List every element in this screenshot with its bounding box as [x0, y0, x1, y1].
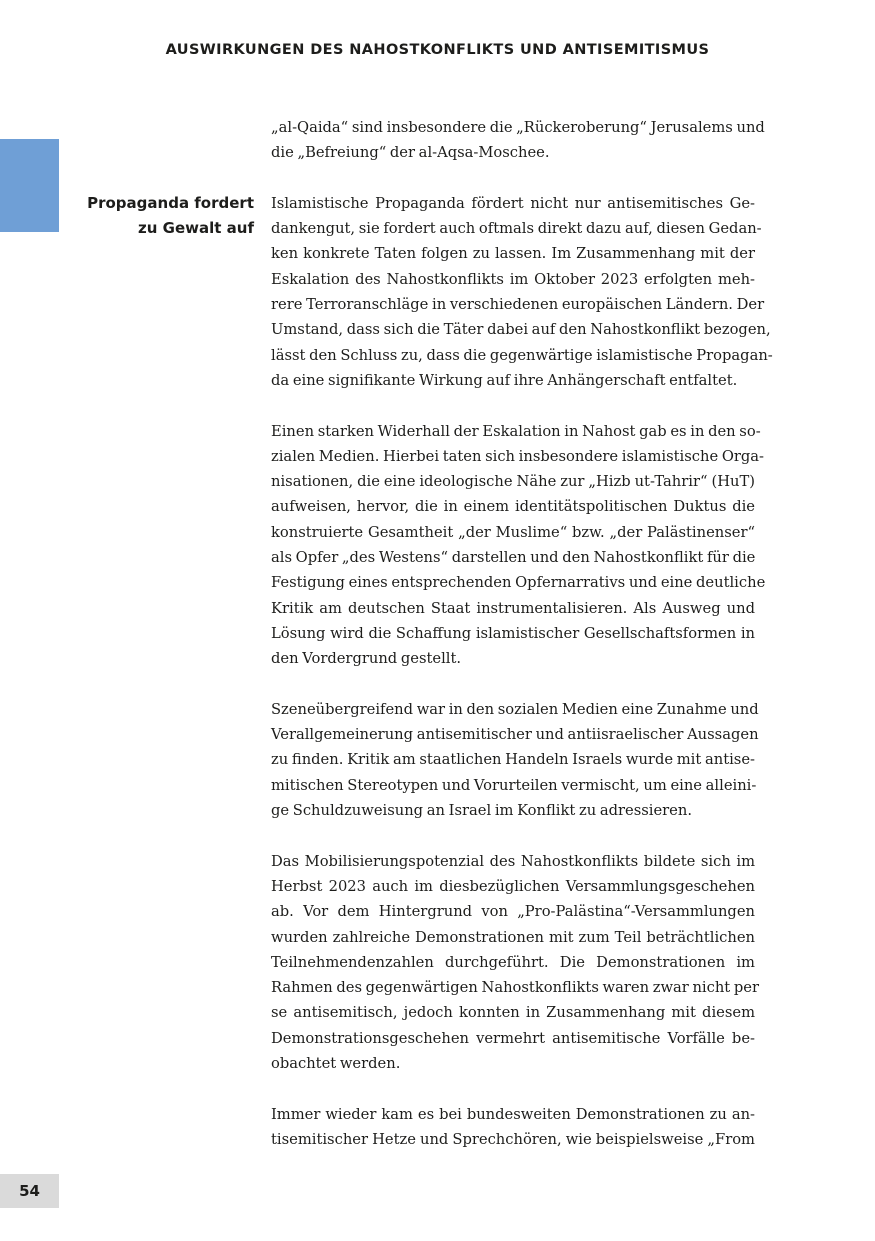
text-line: zu finden. Kritik am staatlichen Handeln Israels wurde mit antise-: [271, 751, 755, 769]
text-line: Szeneübergreifend war in den sozialen Medien eine Zunahme und: [271, 700, 759, 718]
text-line: obachtet werden.: [271, 1054, 401, 1072]
text-line: dankengut, sie fordert auch oftmals direkt dazu auf, diesen Gedan-: [271, 220, 762, 238]
text-line: zialen Medien. Hierbei taten sich insbesondere islamistische Orga-: [271, 447, 764, 465]
page-number-box: [0, 1174, 59, 1208]
margin-heading-line: Propaganda fordert: [87, 194, 254, 212]
text-line: mitischen Stereotypen und Vorurteilen vermischt, um eine alleini-: [271, 776, 757, 794]
text-line: Islamistische Propaganda fördert nicht nur antisemitisches Ge-: [271, 194, 755, 212]
text-line: tisemitischer Hetze und Sprechchören, wie beispielsweise „From: [271, 1130, 755, 1148]
margin-heading-line: zu Gewalt auf: [138, 219, 254, 238]
paragraph-propaganda: [271, 191, 773, 393]
text-line: Festigung eines entsprechenden Opfernarrativs und eine deutliche: [271, 574, 766, 592]
text-line: Eskalation des Nahostkonflikts im Oktober 2023 erfolgten meh-: [271, 270, 755, 288]
text-line: Verallgemeinerung antisemitischer und antiisraelischer Aussagen: [271, 726, 759, 744]
text-line: Einen starken Widerhall der Eskalation in Nahost gab es in den so-: [271, 422, 761, 440]
text-line: „al-Qaida“ sind insbesondere die „Rückeroberung“ Jerusalems und: [271, 119, 765, 136]
text-line: Herbst 2023 auch im diesbezüglichen Versammlungsgeschehen: [271, 877, 755, 895]
text-line: ge Schuldzuweisung an Israel im Konflikt zu adressieren.: [271, 802, 692, 820]
text-line: als Opfer „des Westens“ darstellen und den Nahostkonflikt für die: [271, 549, 756, 567]
text-line: konstruierte Gesamtheit „der Muslime“ bzw. „der Palästinenser“: [271, 523, 755, 541]
text-line: Lösung wird die Schaffung islamistischer Gesellschaftsformen in: [271, 624, 755, 642]
page-number: 54: [19, 1182, 40, 1200]
text-line: Umstand, dass sich die Täter dabei auf den Nahostkonflikt bezogen,: [271, 321, 771, 339]
text-line: die „Befreiung“ der al-Aqsa-Moschee.: [271, 144, 550, 162]
text-line: nisationen, die eine ideologische Nähe zur „Hizb ut-Tahrir“ (HuT): [271, 473, 755, 491]
paragraph-mobilisation: [271, 849, 759, 1077]
text-line: ken konkrete Taten folgen zu lassen. Im Zusammenhang mit der: [271, 245, 755, 263]
text-line: lässt den Schluss zu, dass die gegenwärtige islamistische Propagan-: [271, 346, 773, 364]
paragraph-social-media: [271, 419, 766, 672]
text-line: wurden zahlreiche Demonstrationen mit zum Teil beträchtlichen: [271, 928, 755, 946]
text-line: da eine signifikante Wirkung auf ihre Anhängerschaft entfaltet.: [271, 371, 738, 389]
running-header: AUSWIRKUNGEN DES NAHOSTKONFLIKTS UND ANTISEMITISMUS: [165, 42, 710, 58]
text-line: aufweisen, hervor, die in einem identitätspolitischen Duktus die: [271, 498, 755, 516]
text-line: Rahmen des gegenwärtigen Nahostkonflikts waren zwar nicht per: [271, 979, 759, 997]
text-line: rere Terroranschläge in verschiedenen europäischen Ländern. Der: [271, 296, 765, 314]
text-line: den Vordergrund gestellt.: [271, 650, 462, 668]
margin-heading: [60, 191, 254, 242]
text-line: Das Mobilisierungspotenzial des Nahostkonflikts bildete sich im: [271, 852, 755, 870]
text-line: Kritik am deutschen Staat instrumentalisieren. Als Ausweg und: [271, 599, 755, 617]
paragraph-demonstrations: [271, 1102, 755, 1153]
body-text: [271, 115, 773, 1177]
text-line: se antisemitisch, jedoch konnten in Zusammenhang mit diesem: [271, 1004, 755, 1022]
paragraph-continuation: [271, 115, 765, 166]
text-line: Demonstrationsgeschehen vermehrt antisemitische Vorfälle be-: [271, 1029, 755, 1047]
chapter-tab-marker: [0, 139, 59, 232]
text-line: Teilnehmendenzahlen durchgeführt. Die Demonstrationen im: [271, 953, 755, 971]
text-line: Immer wieder kam es bei bundesweiten Demonstrationen zu an-: [271, 1105, 755, 1123]
paragraph-scene: [271, 697, 759, 823]
text-line: ab. Vor dem Hintergrund von „Pro-Palästina“-Versammlungen: [271, 903, 755, 921]
